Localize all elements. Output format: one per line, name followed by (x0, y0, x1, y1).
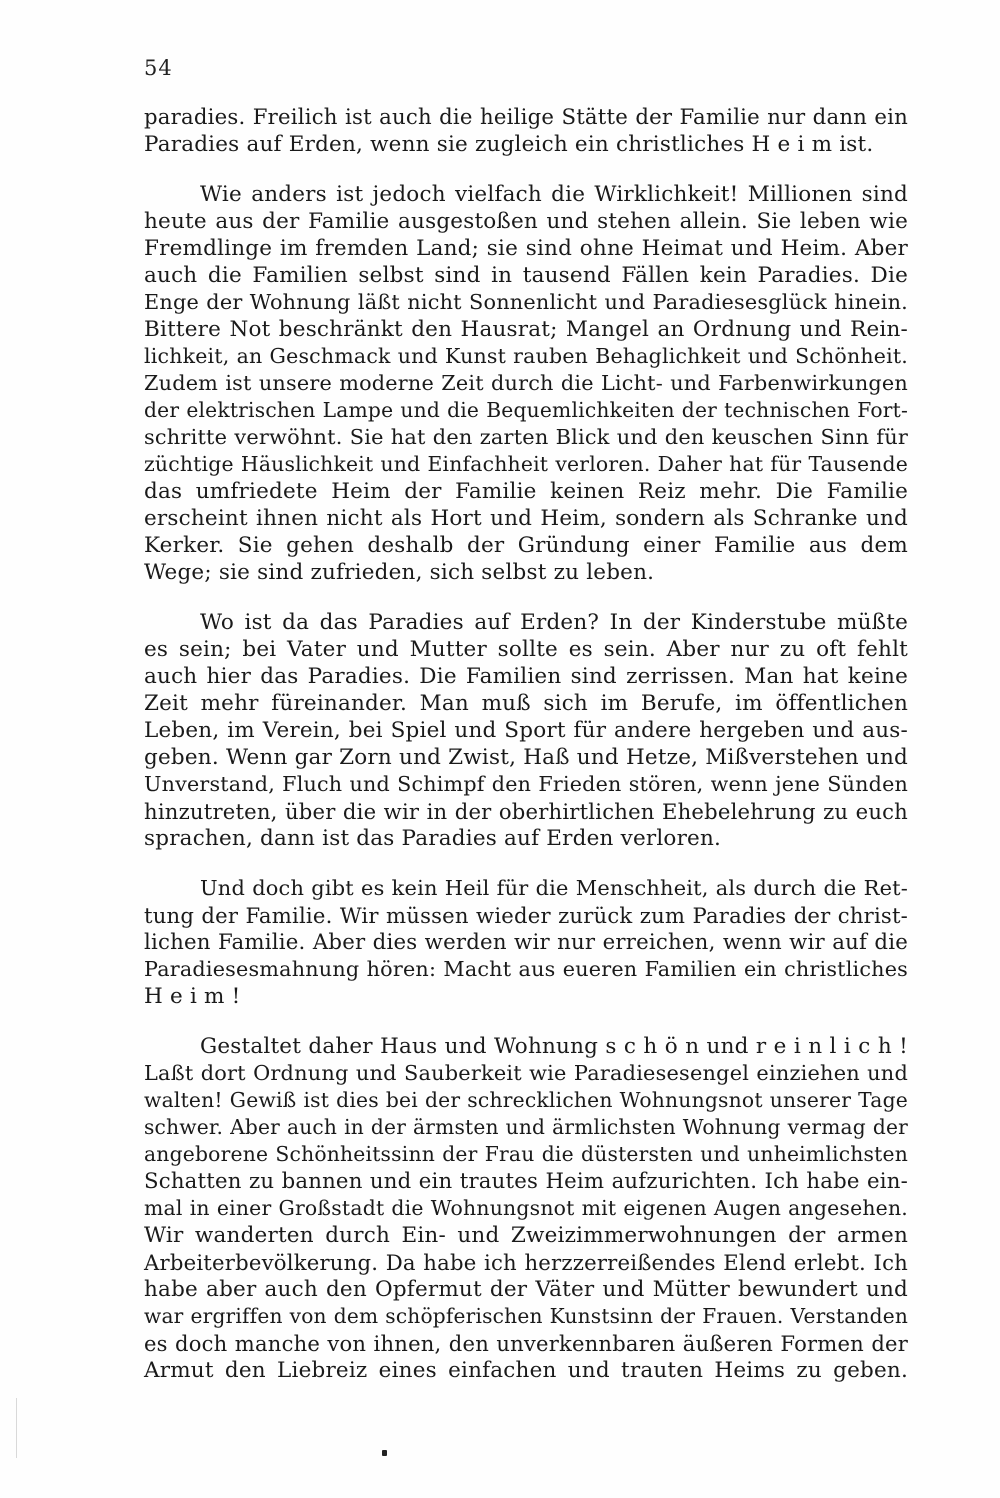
text-line: auch hier das Paradies. Die Familien sind zerrissen. Man hat keine (144, 664, 908, 689)
text-line: schritte verwöhnt. Sie hat den zarten Blick und den keuschen Sinn für (144, 425, 908, 449)
text-line: habe aber auch den Opfermut der Väter und Mütter bewundert und (144, 1277, 908, 1302)
text-line: es sein; bei Vater und Mutter sollte es sein. Aber nur zu oft fehlt (144, 637, 908, 662)
text-line: Enge der Wohnung läßt nicht Sonnenlicht und Paradiesesglück hinein. (144, 290, 908, 314)
text-line: H e i m ! (144, 984, 241, 1009)
text-line: Zeit mehr füreinander. Man muß sich im Berufe, im öffentlichen (144, 691, 908, 716)
text-line: Fremdlinge im fremden Land; sie sind ohne Heimat und Heim. Aber (144, 236, 908, 261)
text-line: Armut den Liebreiz eines einfachen und trauten Heims zu geben. (144, 1358, 908, 1383)
paragraph-3 (144, 609, 908, 852)
text-line: Gestaltet daher Haus und Wohnung s c h ö n und r e i n l i c h ! (200, 1034, 908, 1059)
text-line: es doch manche von ihnen, den unverkennbaren äußeren Formen der (144, 1331, 908, 1356)
text-line: Leben, im Verein, bei Spiel und Sport für andere hergeben und aus- (144, 718, 908, 743)
paragraph-5 (144, 1033, 908, 1384)
text-line: züchtige Häuslichkeit und Einfachheit verloren. Daher hat für Tausende (144, 452, 908, 476)
text-line: geben. Wenn gar Zorn und Zwist, Haß und Hetze, Mißverstehen und (144, 745, 908, 770)
text-line: Bittere Not beschränkt den Hausrat; Mangel an Ordnung und Rein- (144, 317, 908, 342)
ink-speck (382, 1450, 387, 1456)
text-line: walten! Gewiß ist dies bei der schrecklichen Wohnungsnot unserer Tage (144, 1088, 908, 1112)
text-line: Unverstand, Fluch und Schimpf den Frieden stören, wenn jene Sünden (144, 772, 908, 796)
text-line: das umfriedete Heim der Familie keinen Reiz mehr. Die Familie (144, 479, 908, 504)
text-line: Wie anders ist jedoch vielfach die Wirklichkeit! Millionen sind (200, 182, 908, 207)
text-line: paradies. Freilich ist auch die heilige Stätte der Familie nur dann ein (144, 105, 908, 130)
text-line: Arbeiterbevölkerung. Da habe ich herzzerreißendes Elend erlebt. Ich (144, 1250, 908, 1275)
text-line: hinzutreten, über die wir in der oberhirtlichen Ehebelehrung zu euch (144, 799, 908, 824)
text-line: Wir wanderten durch Ein- und Zweizimmerwohnungen der armen (144, 1223, 908, 1248)
text-line: Paradies auf Erden, wenn sie zugleich ein christliches H e i m ist. (144, 132, 874, 157)
text-line: tung der Familie. Wir müssen wieder zurück zum Paradies der christ- (144, 903, 908, 928)
text-line: Und doch gibt es kein Heil für die Menschheit, als durch die Ret- (200, 876, 908, 900)
text-line: mal in einer Großstadt die Wohnungsnot mit eigenen Augen angesehen. (144, 1196, 908, 1220)
text-line: schwer. Aber auch in der ärmsten und ärmlichsten Wohnung vermag der (144, 1115, 908, 1139)
text-line: lichen Familie. Aber dies werden wir nur erreichen, wenn wir auf die (144, 930, 908, 955)
text-line: Schatten zu bannen und ein trautes Heim aufzurichten. Ich habe ein- (144, 1169, 908, 1194)
text-line: auch die Familien selbst sind in tausend Fällen kein Paradies. Die (144, 263, 908, 288)
text-line: war ergriffen von dem schöpferischen Kunstsinn der Frauen. Verstanden (144, 1304, 908, 1328)
text-line: Paradiesesmahnung hören: Macht aus eueren Familien ein christliches (144, 957, 908, 981)
paragraph-2 (144, 181, 908, 586)
text-line: heute aus der Familie ausgestoßen und stehen allein. Sie leben wie (144, 209, 908, 234)
text-line: Wege; sie sind zufrieden, sich selbst zu leben. (144, 560, 655, 585)
text-line: erscheint ihnen nicht als Hort und Heim, sondern als Schranke und (144, 506, 908, 531)
text-line: lichkeit, an Geschmack und Kunst rauben Behaglichkeit und Schönheit. (144, 344, 908, 368)
text-line: angeborene Schönheitssinn der Frau die düstersten und unheimlichsten (144, 1142, 908, 1166)
text-line: Laßt dort Ordnung und Sauberkeit wie Paradiesesengel einziehen und (144, 1061, 908, 1085)
text-line: Zudem ist unsere moderne Zeit durch die Licht- und Farbenwirkungen (144, 371, 908, 395)
paragraph-4 (144, 875, 908, 1010)
text-line: der elektrischen Lampe und die Bequemlichkeiten der technischen Fort- (144, 398, 908, 422)
body-text (144, 104, 908, 1384)
text-line: Wo ist da das Paradies auf Erden? In der Kinderstube müßte (200, 610, 908, 635)
text-line: sprachen, dann ist das Paradies auf Erden verloren. (144, 826, 722, 851)
page-number: 54 (144, 56, 173, 80)
scan-edge-mark (16, 1398, 17, 1458)
text-line: Kerker. Sie gehen deshalb der Gründung einer Familie aus dem (144, 533, 908, 558)
paragraph-1 (144, 104, 908, 158)
